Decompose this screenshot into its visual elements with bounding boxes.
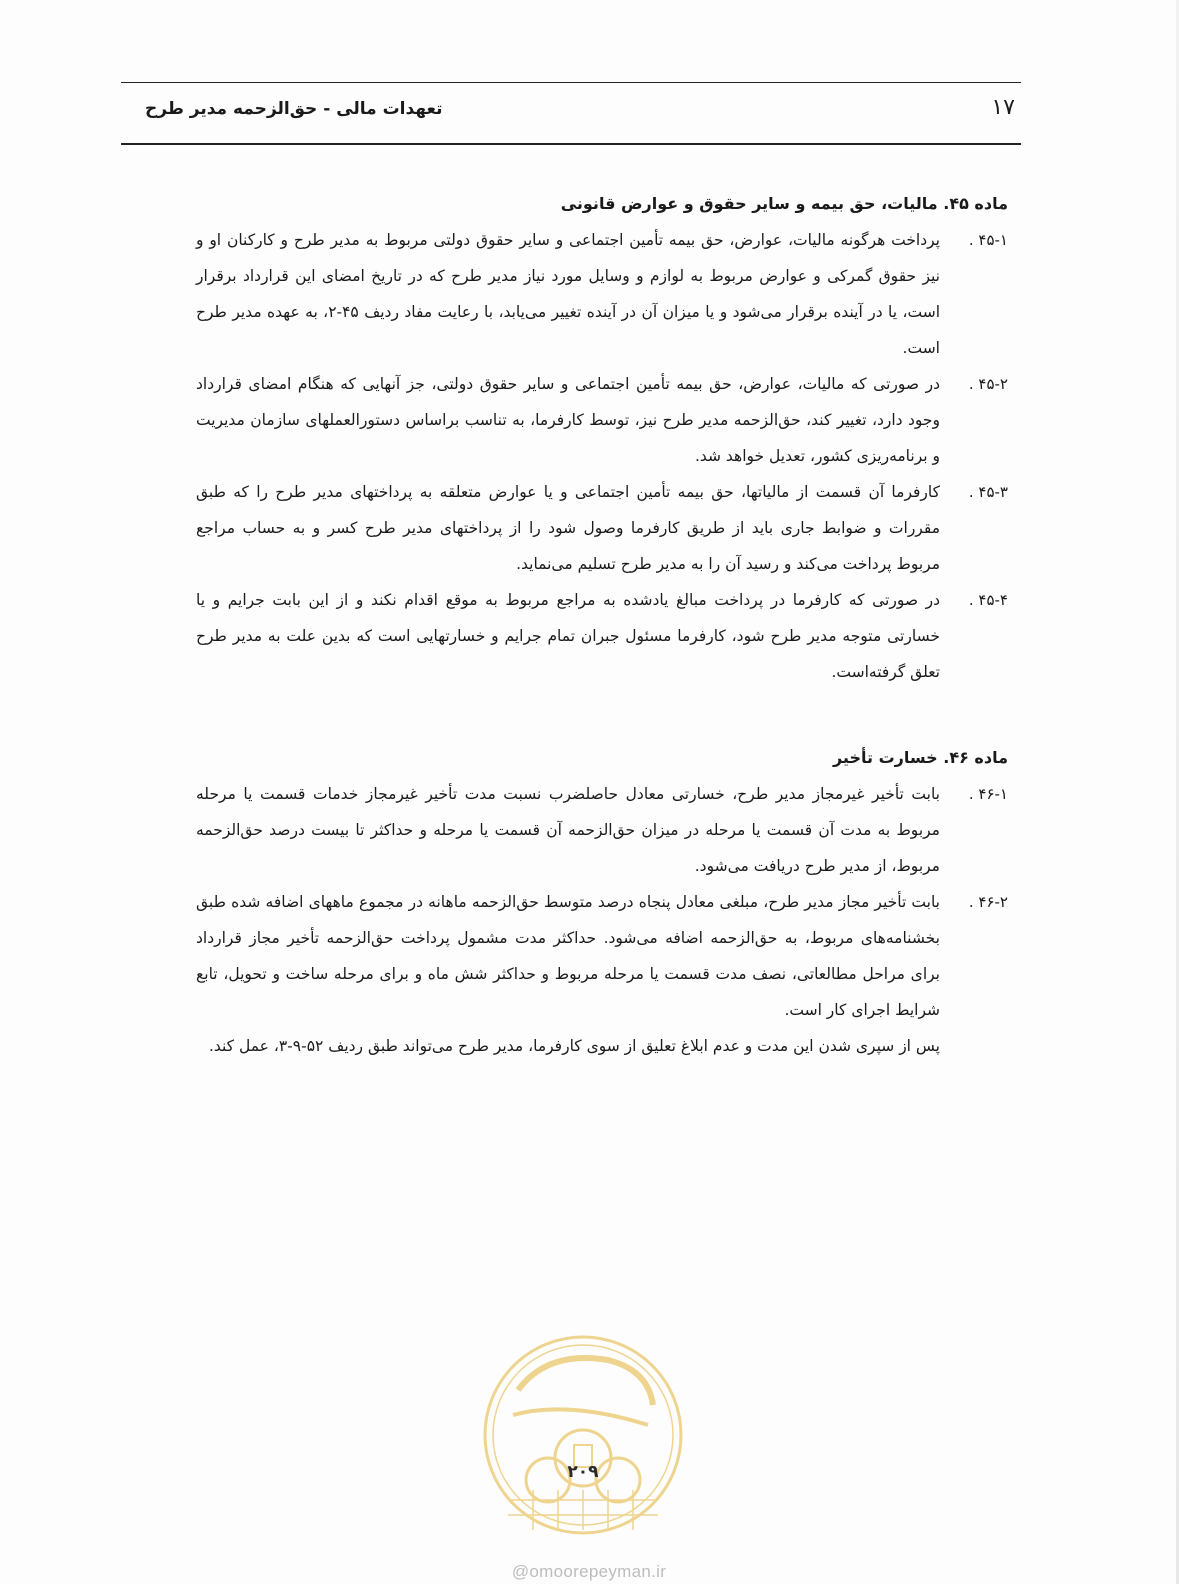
- clause-text: در صورتی که مالیات، عوارض، حق بیمه تأمین اجتماعی و سایر حقوق دولتی، جز آنهایی که هنگام امضای قرارداد وجود دارد، تغییر کند، حق‌الزحمه مدیر طرح نیز، توسط کارفرما، به تناسب براساس دستورالعملهای سازمان مدیریت و برنامه‌ریزی کشور، تعدیل خواهد شد.: [196, 375, 940, 465]
- clause-45-4: [138, 582, 1008, 690]
- clause-number: ۴۵-۲ .: [968, 375, 1008, 393]
- article-46-heading: ماده ۴۶. خسارت تأخیر: [832, 748, 1008, 767]
- page-content: [138, 178, 1008, 1064]
- clause-number: ۴۵-۴ .: [968, 591, 1008, 609]
- seal-page-number: ۲۰۹: [567, 1462, 599, 1482]
- clause-number: ۴۶-۱ .: [968, 785, 1008, 803]
- seal-graphic-icon: [478, 1330, 688, 1540]
- clause-45-3: [138, 474, 1008, 582]
- clause-number: ۴۵-۱ .: [968, 231, 1008, 249]
- clause-text: پرداخت هرگونه مالیات، عوارض، حق بیمه تأمین اجتماعی و سایر حقوق دولتی مربوط به مدیر طرح و کارکنان او و نیز حقوق گمرکی و عوارض مربوط به لوازم و وسایل مورد نیاز مدیر طرح که در تاریخ امضای این قرارداد برقرار است، یا در آینده برقرار می‌شود و یا میزان آن در آینده تغییر می‌یابد، با رعایت مفاد ردیف ۴۵-۲، به عهده مدیر طرح است.: [196, 231, 940, 357]
- clause-46-2: [138, 884, 1008, 1028]
- clause-45-2: [138, 366, 1008, 474]
- clause-text: بابت تأخیر غیرمجاز مدیر طرح، خسارتی معادل حاصلضرب نسبت مدت تأخیر غیرمجاز خدمات قسمت یا مرحله مربوط به مدت آن قسمت یا مرحله در میزان حق‌الزحمه آن قسمت یا مرحله و حداکثر تا بیست درصد حق‌الزحمه مربوط، از مدیر طرح دریافت می‌شود.: [196, 785, 940, 875]
- article-46-closing-paragraph: پس از سپری شدن این مدت و عدم ابلاغ تعلیق از سوی کارفرما، مدیر طرح می‌تواند طبق ردیف ۵۲-۹-۳، عمل کند.: [208, 1037, 940, 1055]
- watermark-seal: [478, 1330, 688, 1540]
- article-spacer: [138, 690, 1008, 732]
- page-header: [121, 82, 1021, 145]
- clause-text: کارفرما آن قسمت از مالیاتها، حق بیمه تأمین اجتماعی و یا عوارض متعلقه به پرداختهای مدیر طرح را که طبق مقررات و ضوابط جاری باید از طریق کارفرما وصول شود را از پرداختهای مدیر طرح کسر و به حساب مراجع مربوط پرداخت می‌کند و رسید آن را به مدیر طرح تسلیم می‌نماید.: [196, 483, 940, 573]
- clause-number: ۴۶-۲ .: [968, 893, 1008, 911]
- article-45-heading: ماده ۴۵. مالیات، حق بیمه و سایر حقوق و عوارض قانونی: [560, 194, 1008, 213]
- clause-46-1: [138, 776, 1008, 884]
- clause-text: در صورتی که کارفرما در پرداخت مبالغ یادشده به مراجع مربوط به موقع اقدام نکند و از این بابت جرایم و یا خسارتی متوجه مدیر طرح شود، کارفرما مسئول جبران تمام جرایم و خسارتهایی است که بدین علت به مدیر طرح تعلق گرفته‌است.: [196, 591, 940, 681]
- footer-website: @omoorepeyman.ir: [511, 1562, 667, 1581]
- header-page-number: ۱۷: [991, 95, 1015, 120]
- clause-45-1: [138, 222, 1008, 366]
- header-title: تعهدات مالی - حق‌الزحمه مدیر طرح: [145, 99, 443, 119]
- clause-number: ۴۵-۳ .: [968, 483, 1008, 501]
- clause-text: بابت تأخیر مجاز مدیر طرح، مبلغی معادل پنجاه درصد متوسط حق‌الزحمه ماهانه در مجموع ماههای اضافه شده طبق بخشنامه‌های مربوط، به حق‌الزحمه اضافه می‌شود. حداکثر مدت مشمول پرداخت حق‌الزحمه تأخیر مجاز قرارداد برای مراحل مطالعاتی، نصف مدت قسمت یا مرحله مربوط و حداکثر شش ماه و برای مرحله ساخت و تحویل، تابع شرایط اجرای کار است.: [196, 893, 940, 1019]
